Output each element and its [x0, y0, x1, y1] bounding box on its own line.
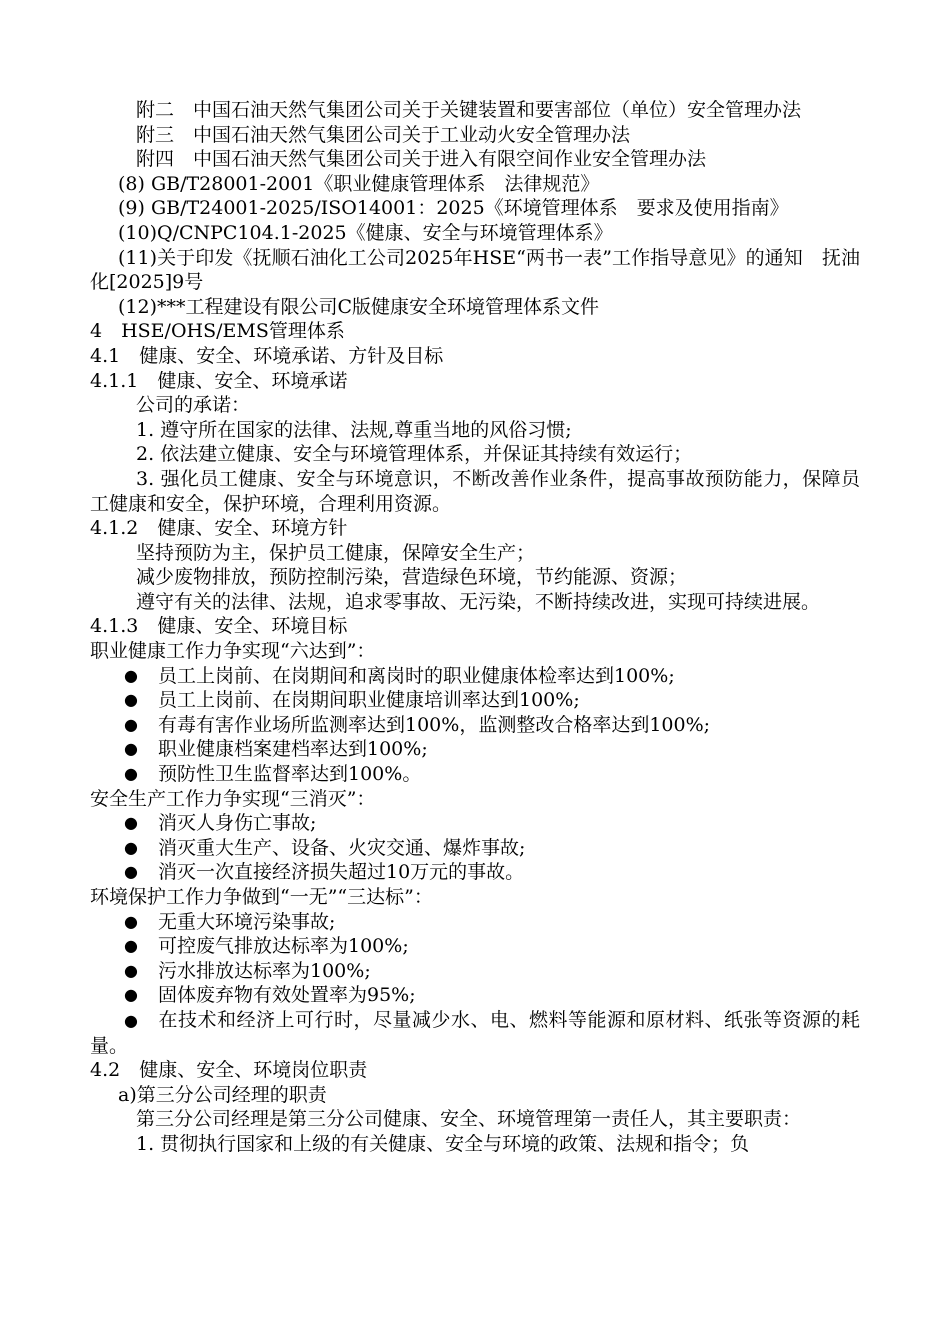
bullet-icon: ●: [124, 690, 138, 710]
bullet-icon: ●: [124, 862, 138, 882]
health-goals-heading: 职业健康工作力争实现“六达到”：: [90, 640, 376, 663]
commitment-intro: 公司的承诺：: [136, 394, 251, 417]
environment-goals-heading: 环境保护工作力争做到“一无”“三达标”：: [90, 886, 433, 908]
bullet-icon: ●: [124, 665, 138, 685]
list-item: ● 员工上岗前、在岗期间职业健康培训率达到100%;: [124, 689, 580, 712]
bullet-icon: ●: [124, 985, 138, 1005]
environment-goals-list: [90, 910, 860, 1059]
section-4-1-heading: 4.1 健康、安全、环境承诺、方针及目标: [90, 344, 444, 367]
list-item: ● 固体废弃物有效处置率为95%;: [124, 984, 416, 1007]
policy-1: 坚持预防为主，保护员工健康，保障安全生产；: [136, 541, 536, 564]
reference-11: (11)关于印发《抚顺石油化工公司2025年HSE“两书一表”工作指导意见》的通知 抚油化[2025]9号: [90, 246, 860, 294]
duty-intro: 第三分公司经理是第三分公司健康、安全、环境管理第一责任人，其主要职责：: [136, 1108, 802, 1131]
attachment-4: 附四 中国石油天然气集团公司关于进入有限空间作业安全管理办法: [136, 148, 707, 171]
section-4-2-heading: 4.2 健康、安全、环境岗位职责: [90, 1059, 368, 1082]
attachment-2: 附二 中国石油天然气集团公司关于关键装置和要害部位（单位）安全管理办法: [136, 99, 802, 121]
reference-8: (8) GB/T28001-2001《职业健康管理体系 法律规范》: [118, 172, 600, 195]
bullet-icon: ●: [124, 936, 138, 956]
health-goals-list: [90, 664, 860, 787]
list-item: ● 无重大环境污染事故;: [124, 910, 336, 933]
list-item: ● 有毒有害作业场所监测率达到100%，监测整改合格率达到100%;: [124, 713, 711, 736]
safety-goals-list: [90, 811, 860, 885]
list-item: ● 消灭一次直接经济损失超过10万元的事故。: [124, 861, 525, 884]
commitment-3: 3. 强化员工健康、安全与环境意识，不断改善作业条件，提高事故预防能力，保障员工健康和安全，保护环境，合理利用资源。: [90, 467, 860, 515]
duty-1: 1. 贯彻执行国家和上级的有关健康、安全与环境的政策、法规和指令；负: [136, 1132, 750, 1155]
attachment-3: 附三 中国石油天然气集团公司关于工业动火安全管理办法: [136, 123, 631, 146]
section-4-heading: 4 HSE/OHS/EMS管理体系: [90, 320, 345, 343]
bullet-icon: ●: [124, 960, 138, 980]
reference-10: (10)Q/CNPC104.1-2025《健康、安全与环境管理体系》: [118, 221, 613, 244]
bullet-icon: ●: [124, 764, 138, 784]
list-item: ● 可控废气排放达标率为100%;: [124, 935, 409, 958]
section-4-1-3-heading: 4.1.3 健康、安全、环境目标: [90, 615, 348, 638]
policy-2: 减少废物排放，预防控制污染，营造绿色环境，节约能源、资源；: [136, 566, 688, 589]
list-item: ● 污水排放达标率为100%;: [124, 959, 371, 982]
commitment-1: 1. 遵守所在国家的法律、法规,尊重当地的风俗习惯;: [136, 418, 572, 441]
list-item: ● 在技术和经济上可行时，尽量减少水、电、燃料等能源和原材料、纸张等资源的耗量。: [90, 1008, 860, 1057]
list-item: ● 预防性卫生监督率达到100%。: [124, 763, 422, 786]
bullet-icon: ●: [124, 813, 138, 833]
list-item: ● 员工上岗前、在岗期间和离岗时的职业健康体检率达到100%;: [124, 664, 675, 687]
reference-12: (12)***工程建设有限公司C版健康安全环境管理体系文件: [118, 295, 600, 318]
commitment-2: 2. 依法建立健康、安全与环境管理体系，并保证其持续有效运行；: [136, 443, 693, 466]
bullet-icon: ●: [124, 739, 138, 759]
reference-9: (9) GB/T24001-2025/ISO14001：2025《环境管理体系 要求及使用指南》: [118, 197, 789, 220]
safety-goals-heading: 安全生产工作力争实现“三消灭”：: [90, 787, 376, 810]
list-item: ● 消灭重大生产、设备、火灾交通、爆炸事故;: [124, 836, 526, 859]
duty-a-heading: a)第三分公司经理的职责: [118, 1083, 327, 1106]
policy-3: 遵守有关的法律、法规，追求零事故、无污染，不断持续改进，实现可持续进展。: [136, 590, 821, 613]
bullet-icon: ●: [124, 837, 138, 857]
section-4-1-2-heading: 4.1.2 健康、安全、环境方针: [90, 517, 348, 540]
list-item: ● 职业健康档案建档率达到100%;: [124, 738, 428, 761]
bullet-icon: ●: [124, 911, 138, 931]
section-4-1-1-heading: 4.1.1 健康、安全、环境承诺: [90, 369, 348, 392]
document-page: [90, 98, 860, 1157]
bullet-icon: ●: [124, 1010, 138, 1030]
bullet-icon: ●: [124, 714, 138, 734]
list-item: ● 消灭人身伤亡事故;: [124, 812, 317, 835]
